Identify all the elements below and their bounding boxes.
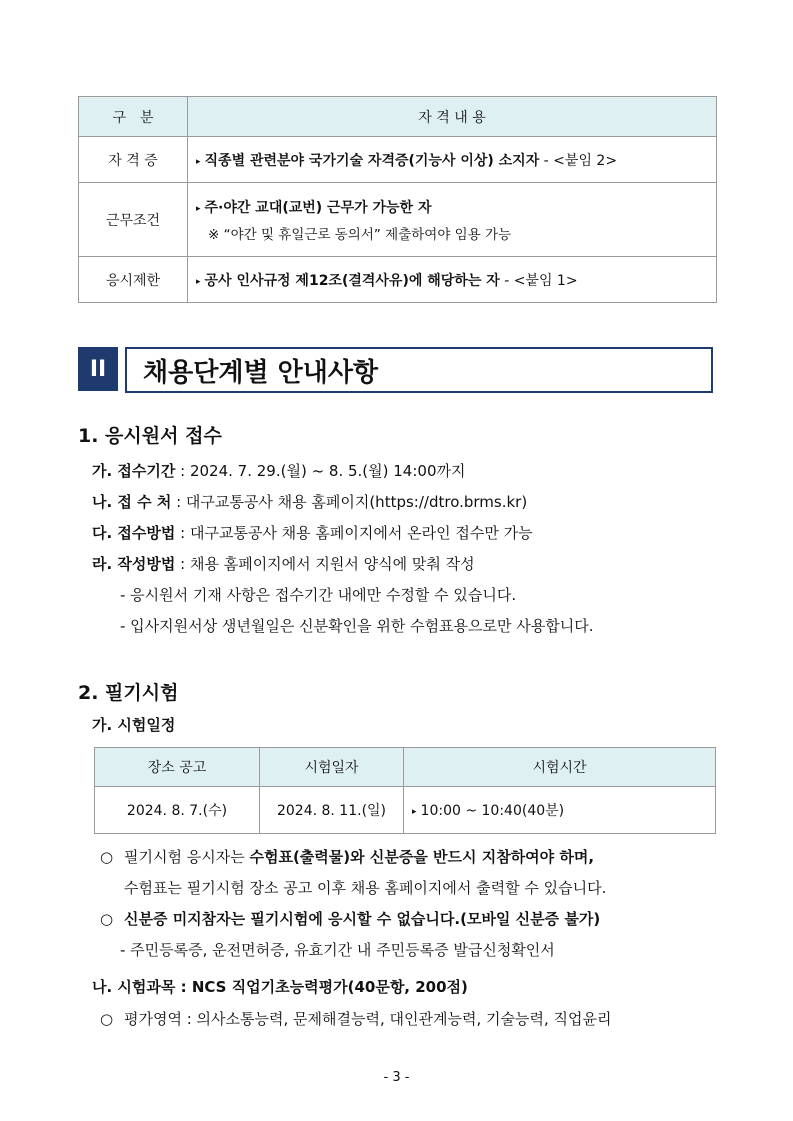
cell-date: 2024. 8. 11.(일)	[260, 787, 404, 834]
circle-icon: ○	[100, 1010, 114, 1028]
row-label: 응시제한	[79, 257, 188, 303]
sub-heading-schedule: 가. 시험일정	[92, 716, 176, 734]
header-category: 구 분	[79, 97, 188, 137]
heading-application: 1. 응시원서 접수	[78, 425, 222, 447]
table-row	[79, 137, 717, 183]
triangle-icon: ▸	[196, 276, 201, 287]
section-title: 채용단계별 안내사항	[125, 347, 713, 393]
row-ref: - <붙임 1>	[499, 272, 578, 289]
circle-icon: ○	[100, 848, 114, 866]
bullet-continuation: 수험표는 필기시험 장소 공고 이후 채용 홈페이지에서 출력할 수 있습니다.	[124, 879, 607, 897]
heading-written-exam: 2. 필기시험	[78, 682, 179, 704]
sub-heading-subjects: 나. 시험과목 : NCS 직업기초능력평가(40문항, 200점)	[92, 978, 468, 996]
table-row	[79, 183, 717, 257]
header-content: 자 격 내 용	[188, 97, 717, 137]
triangle-icon: ▸	[196, 156, 201, 167]
info-line: 가. 접수기간 : 2024. 7. 29.(월) ~ 8. 5.(월) 14:00까지	[92, 462, 466, 480]
row-label: 근무조건	[79, 183, 188, 257]
page-number: - 3 -	[383, 1070, 410, 1085]
note-line: - 주민등록증, 운전면허증, 유효기간 내 주민등록증 발급신청확인서	[120, 941, 555, 959]
header-venue: 장소 공고	[95, 748, 260, 787]
bullet-line: ○ 필기시험 응시자는 수험표(출력물)와 신분증을 반드시 지참하여야 하며,	[100, 848, 595, 866]
bullet-line: ○ 신분증 미지참자는 필기시험에 응시할 수 없습니다.(모바일 신분증 불가)	[100, 910, 601, 928]
note-line: - 응시원서 기재 사항은 접수기간 내에만 수정할 수 있습니다.	[120, 586, 517, 604]
info-line: 라. 작성방법 : 채용 홈페이지에서 지원서 양식에 맞춰 작성	[92, 555, 475, 573]
header-date: 시험일자	[260, 748, 404, 787]
info-line: 나. 접 수 처 : 대구교통공사 채용 홈페이지(https://dtro.brms.kr)	[92, 493, 528, 511]
row-note: ※ “야간 및 휴일근로 동의서” 제출하여야 임용 가능	[208, 226, 512, 243]
triangle-icon: ▸	[412, 807, 417, 817]
table-row	[95, 787, 716, 834]
cell-venue: 2024. 8. 7.(수)	[95, 787, 260, 834]
exam-schedule-table	[94, 747, 716, 834]
section-number: II	[78, 347, 118, 391]
cell-time: 10:00 ~ 10:40(40분)	[420, 803, 565, 819]
row-label: 자 격 증	[79, 137, 188, 183]
triangle-icon: ▸	[196, 203, 201, 214]
info-line: 다. 접수방법 : 대구교통공사 채용 홈페이지에서 온라인 접수만 가능	[92, 524, 533, 542]
bullet-line: ○ 평가영역 : 의사소통능력, 문제해결능력, 대인관계능력, 기술능력, 직업윤리	[100, 1010, 612, 1028]
row-main: 공사 인사규정 제12조(결격사유)에 해당하는 자	[204, 272, 500, 289]
table-row	[79, 257, 717, 303]
circle-icon: ○	[100, 910, 114, 928]
row-ref: - <붙임 2>	[539, 152, 618, 169]
row-main: 주·야간 교대(교번) 근무가 가능한 자	[204, 199, 432, 216]
header-time: 시험시간	[404, 748, 716, 787]
note-line: - 입사지원서상 생년월일은 신분확인을 위한 수험표용으로만 사용합니다.	[120, 617, 594, 635]
row-main: 직종별 관련분야 국가기술 자격증(기능사 이상) 소지자	[204, 152, 540, 169]
qualification-table	[78, 96, 717, 303]
